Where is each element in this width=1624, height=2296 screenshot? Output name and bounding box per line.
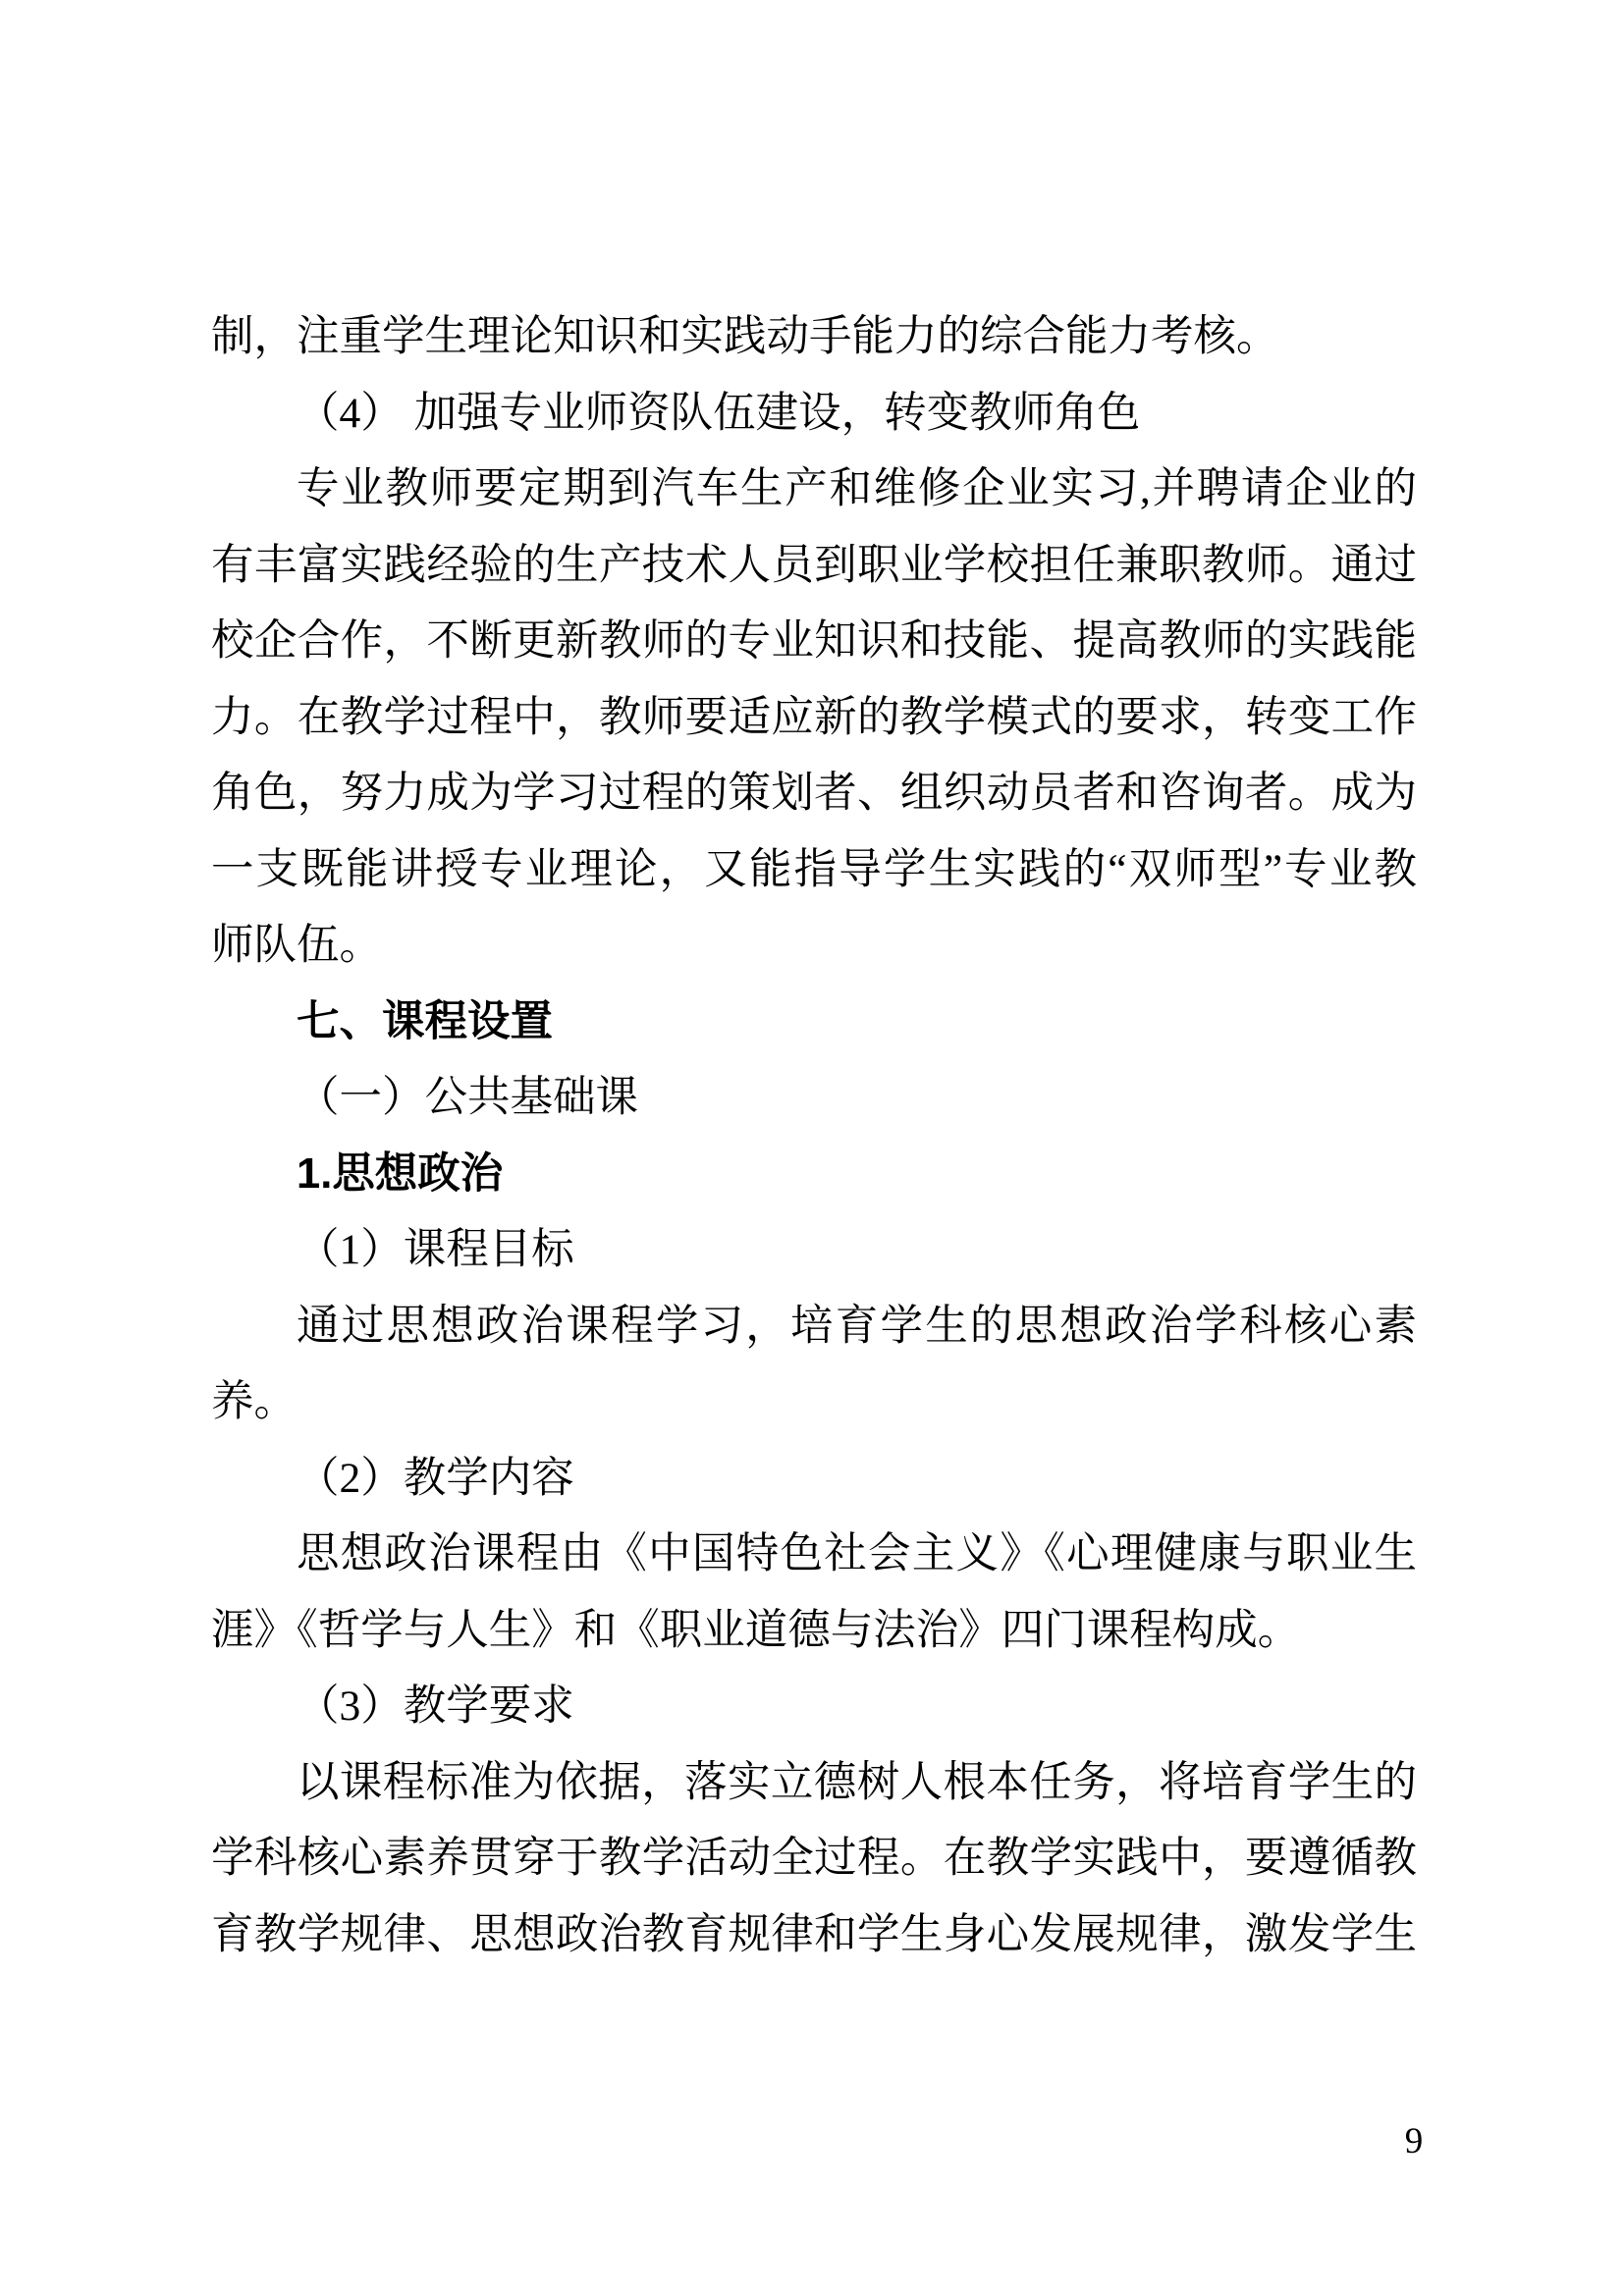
heading-chapter-7: 七、课程设置 <box>297 997 553 1045</box>
paragraph-line: 涯》《哲学与人生》和《职业道德与法治》四门课程构成。 <box>211 1606 1301 1654</box>
heading-course-1: 1.思想政治 <box>297 1149 504 1198</box>
paragraph-line: 制，注重学生理论知识和实践动手能力的综合能力考核。 <box>211 313 1279 360</box>
paragraph-line: 专业教师要定期到汽车生产和维修企业实习,并聘请企业的 <box>297 465 1417 512</box>
document-body <box>211 299 1417 1973</box>
paragraph-line: 师队伍。 <box>211 922 382 969</box>
paragraph-line: 思想政治课程由《中国特色社会主义》《心理健康与职业生 <box>297 1530 1417 1577</box>
heading-item-3: （3）教学要求 <box>297 1682 574 1730</box>
paragraph-line: 以课程标准为依据，落实立德树人根本任务，将培育学生的 <box>297 1758 1417 1806</box>
paragraph-line: 育教学规律、思想政治教育规律和学生身心发展规律，激发学生 <box>211 1910 1417 1958</box>
page-number: 9 <box>1404 2121 1424 2162</box>
paragraph-line: 有丰富实践经验的生产技术人员到职业学校担任兼职教师。通过 <box>211 541 1417 589</box>
paragraph-line: 校企合作，不断更新教师的专业知识和技能、提高教师的实践能 <box>211 617 1417 665</box>
heading-section-1: （一）公共基础课 <box>297 1074 638 1121</box>
heading-item-2: （2）教学内容 <box>297 1454 574 1502</box>
list-item-heading-4: （4） 加强专业师资队伍建设，转变教师角色 <box>297 389 1141 437</box>
paragraph-line: 养。 <box>211 1378 297 1425</box>
paragraph-line: 角色，努力成为学习过程的策划者、组织动员者和咨询者。成为 <box>211 770 1417 817</box>
paragraph-line: 通过思想政治课程学习，培育学生的思想政治学科核心素 <box>297 1302 1417 1350</box>
heading-item-1: （1）课程目标 <box>297 1226 574 1273</box>
paragraph-line: 学科核心素养贯穿于教学活动全过程。在教学实践中，要遵循教 <box>211 1835 1417 1882</box>
paragraph-line: 力。在教学过程中，教师要适应新的教学模式的要求，转变工作 <box>211 693 1417 741</box>
paragraph-line: 一支既能讲授专业理论，又能指导学生实践的“双师型”专业教 <box>211 845 1417 893</box>
